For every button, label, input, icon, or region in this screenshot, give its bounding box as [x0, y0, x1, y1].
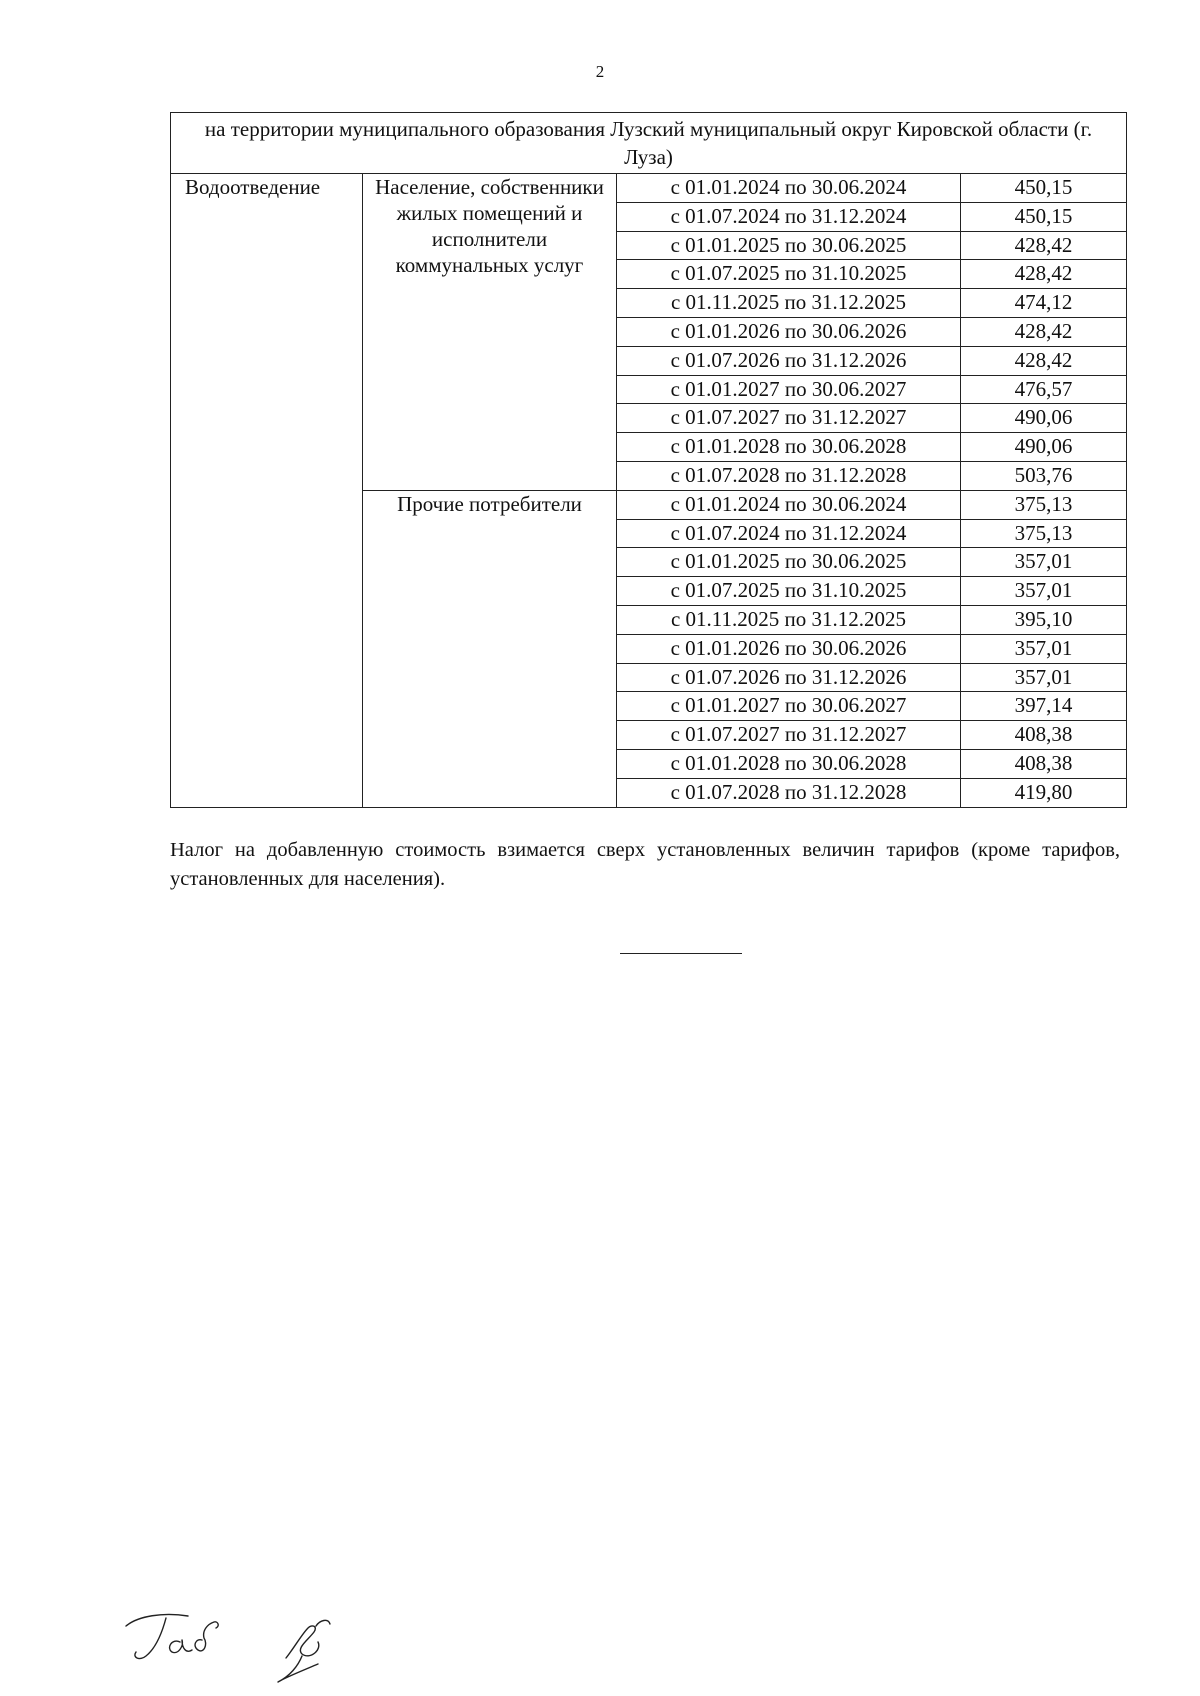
period-cell: с 01.01.2028 по 30.06.2028 — [617, 749, 961, 778]
table-header-row — [171, 113, 1127, 174]
period-cell: с 01.01.2025 по 30.06.2025 — [617, 548, 961, 577]
tariff-value-cell: 375,13 — [961, 519, 1127, 548]
period-cell: с 01.07.2024 по 31.12.2024 — [617, 202, 961, 231]
period-cell: с 01.01.2024 по 30.06.2024 — [617, 174, 961, 203]
consumer-group-cell: Население, собственники жилых помещений и исполнители коммунальных услуг — [363, 174, 617, 491]
tariff-value-cell: 428,42 — [961, 231, 1127, 260]
period-cell: с 01.07.2028 по 31.12.2028 — [617, 461, 961, 490]
period-cell: с 01.07.2027 по 31.12.2027 — [617, 404, 961, 433]
period-cell: с 01.07.2024 по 31.12.2024 — [617, 519, 961, 548]
tariff-value-cell: 490,06 — [961, 433, 1127, 462]
period-cell: с 01.01.2024 по 30.06.2024 — [617, 490, 961, 519]
tariff-value-cell: 450,15 — [961, 202, 1127, 231]
period-cell: с 01.01.2025 по 30.06.2025 — [617, 231, 961, 260]
period-cell: с 01.01.2026 по 30.06.2026 — [617, 634, 961, 663]
period-cell: с 01.07.2026 по 31.12.2026 — [617, 663, 961, 692]
page-number: 2 — [595, 62, 605, 81]
tariff-value-cell: 408,38 — [961, 721, 1127, 750]
period-cell: с 01.07.2028 по 31.12.2028 — [617, 778, 961, 807]
period-cell: с 01.11.2025 по 31.12.2025 — [617, 605, 961, 634]
tariff-value-cell: 408,38 — [961, 749, 1127, 778]
tariff-value-cell: 503,76 — [961, 461, 1127, 490]
period-cell: с 01.01.2028 по 30.06.2028 — [617, 433, 961, 462]
tariff-table — [170, 112, 1127, 808]
period-cell: с 01.07.2025 по 31.10.2025 — [617, 260, 961, 289]
vat-note: Налог на добавленную стоимость взимается сверх установленных величин тарифов (кроме тарифов, установленных для населения). — [170, 839, 1120, 890]
tariff-value-cell: 490,06 — [961, 404, 1127, 433]
end-divider — [620, 953, 742, 954]
period-cell: с 01.11.2025 по 31.12.2025 — [617, 289, 961, 318]
tariff-value-cell: 428,42 — [961, 346, 1127, 375]
tariff-value-cell: 395,10 — [961, 605, 1127, 634]
tariff-value-cell: 357,01 — [961, 663, 1127, 692]
table-row — [171, 174, 1127, 203]
period-cell: с 01.01.2027 по 30.06.2027 — [617, 692, 961, 721]
period-cell: с 01.07.2025 по 31.10.2025 — [617, 577, 961, 606]
tariff-value-cell: 428,42 — [961, 317, 1127, 346]
tariff-value-cell: 357,01 — [961, 548, 1127, 577]
period-cell: с 01.01.2027 по 30.06.2027 — [617, 375, 961, 404]
tariff-value-cell: 419,80 — [961, 778, 1127, 807]
tariff-value-cell: 476,57 — [961, 375, 1127, 404]
tariff-value-cell: 474,12 — [961, 289, 1127, 318]
period-cell: с 01.01.2026 по 30.06.2026 — [617, 317, 961, 346]
tariff-table-body — [171, 113, 1127, 808]
tariff-value-cell: 428,42 — [961, 260, 1127, 289]
tariff-value-cell: 397,14 — [961, 692, 1127, 721]
tariff-value-cell: 357,01 — [961, 577, 1127, 606]
consumer-group-cell: Прочие потребители — [363, 490, 617, 807]
tariff-value-cell: 357,01 — [961, 634, 1127, 663]
tariff-value-cell: 450,15 — [961, 174, 1127, 203]
period-cell: с 01.07.2026 по 31.12.2026 — [617, 346, 961, 375]
service-cell: Водоотведение — [171, 174, 363, 808]
signature-image — [118, 1598, 358, 1693]
tariff-value-cell: 375,13 — [961, 490, 1127, 519]
table-header-cell: на территории муниципального образования Лузский муниципальный округ Кировской области (г. Луза) — [171, 113, 1127, 174]
period-cell: с 01.07.2027 по 31.12.2027 — [617, 721, 961, 750]
